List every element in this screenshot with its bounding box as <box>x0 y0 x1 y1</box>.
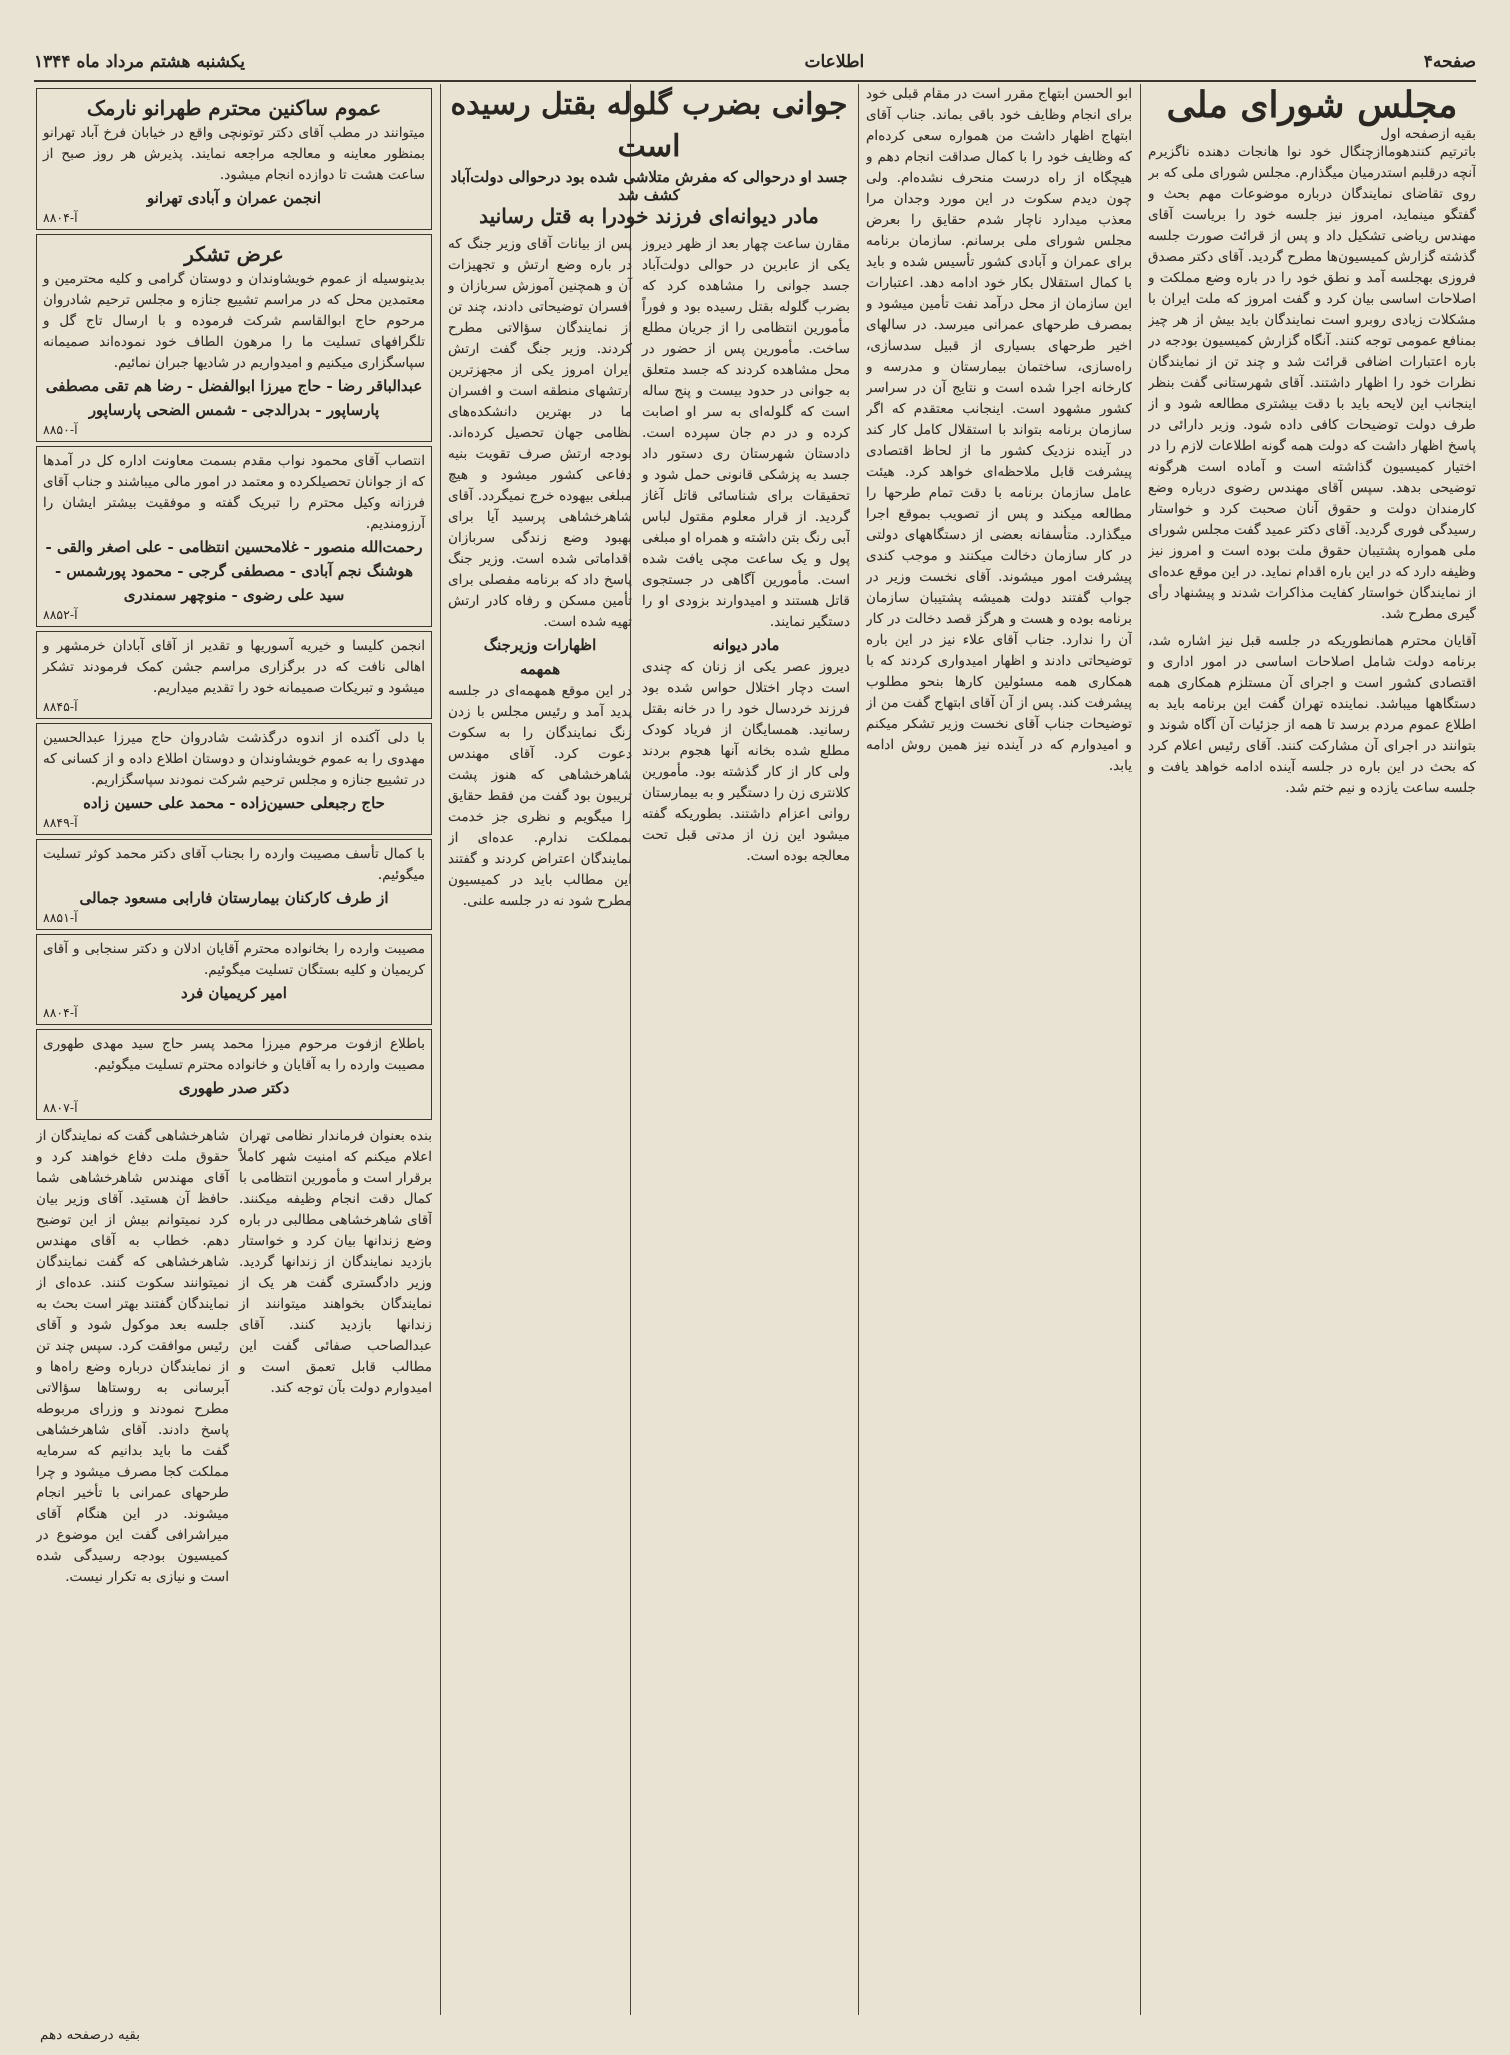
column-rule <box>440 84 441 2015</box>
farleft-body-2: بنده بعنوان فرماندار نظامی تهران اعلام میکنم که امنیت شهر کاملاً برقرار است و مأمورین انتظامی با کمال دقت انجام وظیفه میکنند. آقای شاهرخشاهی مطالبی در باره وضع زندانها بیان کرد و خواستار بازدید نمایندگان از زندانها گردید. وزیر دادگستری گفت هر یک از نمایندگان بخواهند میتوانند از زندانها بازدید کنند. آقای عبدالصاحب صفائی گفت این مطالب قابل تعمق است و امیدوارم دولت بآن توجه کند. <box>239 1128 432 1396</box>
page-header <box>34 44 1476 82</box>
ad-5-code: آ-۸۸۴۹ <box>43 815 78 830</box>
ad-6-body: با کمال تأسف مصیبت وارده را بجناب آقای دکتر محمد کوثر تسلیت میگوئیم. <box>43 846 425 883</box>
ad-box-6 <box>36 839 432 930</box>
ad-2-title: عرض تشکر <box>184 242 284 266</box>
ad-5-body: با دلی آکنده از اندوه درگذشت شادروان حاج میرزا عبدالحسین مهدوی را به عموم خویشاوندان و دوستان اطلاع داده و از کسانی که در تشییع جنازه و مجلس ترحیم شرکت نمودند سپاسگزاریم. <box>43 730 425 788</box>
ad-6-code: آ-۸۸۵۱ <box>43 910 78 925</box>
ad-2-signature: عبدالباقر رضا - حاج میرزا ابوالفضل - رضا هم تقی مصطفی پارساپور - بدرالدجی - شمس الضحی پارساپور <box>45 377 423 419</box>
murder-article <box>448 84 850 2015</box>
ad-2-body: بدینوسیله از عموم خویشاوندان و دوستان گرامی و کلیه محترمین و معتمدین محل که در مراسم تشییع جنازه و مجلس ترحیم شادروان مرحوم حاج ابوالقاسم شرکت فرموده و با ارسال تاج گل و تلگرافهای تسلیت ما را مرهون الطاف خود نموده‌اند صمیمانه سپاسگزاری میکنیم و امیدواریم در شادیها جبران نمائیم. <box>43 271 425 371</box>
ad-4-body: انجمن کلیسا و خیریه آسوریها و تقدیر از آقای آبادان خرمشهر و اهالی نافت که در برگزاری مراسم جشن کمک فرمودند تشکر میشود و تبریکات صمیمانه خود را تقدیم میداریم. <box>43 638 425 696</box>
ad-box-3 <box>36 446 432 627</box>
tumult-body: در این موقع همهمه‌ای در جلسه پدید آمد و رئیس مجلس با زدن زنگ نمایندگان را به سکوت دعوت کرد. آقای مهندس شاهرخشاهی که هنوز پشت تریبون بود گفت من فقط حقایق را میگویم و نظری جز خدمت بمملکت ندارم. عده‌ای از نمایندگان اعتراض کردند و گفتند این مطالب باید در کمیسیون مطرح شود نه در جلسه علنی. <box>448 683 632 909</box>
farleft-body: شاهرخشاهی گفت که نمایندگان از حقوق ملت دفاع خواهند کرد و آقای مهندس شاهرخشاهی شما حافظ آن هستید. آقای وزیر بیان کرد نمیتوانم بیش از این توضیح دهم. خطاب به آقای مهندس شاهرخشاهی که گفت نمایندگان نمیتوانند سکوت کنند. عده‌ای از نمایندگان گفتند بهتر است بحث به جلسه بعد موکول شود و آقای رئیس موافقت کرد. سپس چند تن از نمایندگان درباره وضع راه‌ها و آبرسانی به روستاها سؤالاتی مطرح نمودند و وزرای مربوطه پاسخ دادند. آقای شاهرخشاهی گفت ما باید بدانیم که سرمایه مملکت کجا مصرف میشود و چرا طرحهای عمرانی با تأخیر انجام میشوند. در این هنگام آقای میراشرافی گفت این موضوع در کمیسیون بودجه رسیدگی شده است و نیازی به تکرار نیست. <box>36 1128 229 1585</box>
ad-box-2 <box>36 234 432 442</box>
ad-1-signature: انجمن عمران و آبادی تهرانو <box>146 189 322 207</box>
ad-8-signature: دکتر صدر طهوری <box>178 1079 290 1097</box>
ad-1-title: عموم ساکنین محترم طهرانو نارمک <box>86 96 382 120</box>
mad-mother-subhead: مادر دیوانه <box>712 636 780 654</box>
ad-4-code: آ-۸۸۴۵ <box>43 699 78 714</box>
tumult-section-title: همهمه <box>519 660 561 678</box>
ebtehaj-article <box>866 84 1132 2015</box>
murder-subhead-2: مادر دیوانه‌ای فرزند خودرا به قتل رسانید <box>479 204 819 228</box>
ad-box-1 <box>36 88 432 230</box>
war-minister-section-title: اظهارات وزیرجنگ <box>483 636 597 654</box>
ad-box-8 <box>36 1029 432 1120</box>
column-rule <box>858 84 859 2015</box>
continued-label: بقیه ازصفحه اول <box>1380 126 1476 142</box>
ad-8-body: باطلاع ازفوت مرحوم میرزا محمد پسر حاج سید مهدی طهوری مصیبت وارده را به آقایان و خانواده محترم تسلیت میگوئیم. <box>43 1036 425 1073</box>
page-number: صفحه۴ <box>1423 52 1476 72</box>
majlis-body: باترتیم کنندهوماازچنگال خود نوا هانجات دهنده ناگزیرم آنچه درقلبم استدرمیان میگذارم. مجلس شورای ملی که بر روی تقاضای نمایندگان درباره موضوعات مهم بحث و گفتگو مینماید، امروز نیز جلسه خود را بریاست آقای مهندس ریاضی تشکیل داد و پس از قرائت صورت جلسه گذشته گزارش کمیسیون‌ها مطرح گردید. آقای دکتر مصدق فروزی بهجلسه آمد و نطق خود را در باره وضع مملکت و اصلاحات اساسی بیان کرد و گفت امروز که ملت ایران با مشکلات زیادی روبرو است نمایندگان باید بیش از هر چیز بمنافع عمومی توجه کنند. آنگاه گزارش کمیسیون بودجه در باره اعتبارات اضافی قرائت شد و چند تن از نمایندگان نظرات خود را اظهار داشتند. آقای شهرستانی گفت بنظر اینجانب این لایحه باید با دقت بیشتری مطالعه شود و از طرف دولت توضیحات کافی داده شود. وزیر دارائی در پاسخ اظهار داشت که دولت همه گونه اطلاعات لازم را در اختیار کمیسیون گذاشته است و آماده است هرگونه توضیحی بدهد. سپس آقای مهندس رضوی درباره وضع کارمندان دولت و حقوق آنان صحبت کرد و خواستار رسیدگی فوری گردید. آقای دکتر عمید گفت مجلس شورای ملی همواره پشتیبان حقوق ملت بوده است و امروز نیز وظیفه دارد که در این باره اقدام نماید. در این موقع عده‌ای از نمایندگان خواستار کفایت مذاکرات شدند و پیشنهاد رأی گیری مطرح شد. <box>1148 144 1476 622</box>
ad-3-signature: رحمت‌الله منصور - غلامحسین انتظامی - علی اصغر والقی - هوشنگ نجم آبادی - مصطفی گرجی - محمود پورشمس - سید علی رضوی - منوچهر سمندری <box>45 538 423 604</box>
ad-box-7 <box>36 934 432 1025</box>
ad-7-body: مصیبت وارده را بخانواده محترم آقایان ادلان و دکتر سنجابی و آقای کریمیان و کلیه بستگان تسلیت میگوئیم. <box>43 941 425 978</box>
ad-6-signature: از طرف کارکنان بیمارستان فارابی مسعود جمالی <box>79 889 389 907</box>
ad-5-signature: حاج رجبعلی حسین‌زاده - محمد علی حسین زاده <box>83 794 385 812</box>
majlis-title: مجلس شورای ملی <box>1166 84 1458 126</box>
ad-7-code: آ-۸۸۰۴ <box>43 1005 78 1020</box>
ad-box-4 <box>36 631 432 719</box>
issue-date: یکشنبه هشتم مرداد ماه ۱۳۴۴ <box>34 52 245 72</box>
ad-8-code: آ-۸۸۰۷ <box>43 1100 78 1115</box>
murder-body: مقارن ساعت چهار بعد از ظهر دیروز یکی از عابرین در حوالی دولت‌آباد جسد جوانی را مشاهده کرد که بضرب گلوله بقتل رسیده بود و فوراً مأمورین انتظامی را از جریان مطلع ساخت. مأمورین پس از حضور در محل مشاهده کردند که جسد متعلق به جوانی در حدود بیست و پنج ساله است که گلوله‌ای به سر او اصابت کرده و در دم جان سپرده است. دادستان شهرستان ری دستور داد جسد به پزشکی قانونی حمل شود و تحقیقات برای شناسائی قاتل آغاز گردید. از قرار معلوم مقتول لباس آبی رنگ بتن داشته و همراه او مبلغی پول و یک ساعت مچی یافت شده است. مأمورین آگاهی در جستجوی قاتل هستند و امیدوارند بزودی او را دستگیر نمایند. <box>642 236 850 630</box>
ad-3-code: آ-۸۸۵۲ <box>43 607 78 622</box>
ebtehaj-body: ابو الحسن ابتهاج مقرر است در مقام قبلی خود برای انجام وظایف خود باقی بماند. جناب آقای ابتهاج اظهار داشت من همواره سعی کرده‌ام که وظایف خود را با کمال صداقت انجام دهم و هیچگاه از راه درست منحرف نشده‌ام. ولی چون دیدم سکوت در این مورد وجدان مرا معذب میدارد ناچار شدم حقایق را بعرض مجلس شورای ملی برسانم. سازمان برنامه برای عمران و آبادی کشور تأسیس شده و باید با کمال استقلال بکار خود ادامه دهد. اعتبارات این سازمان از محل درآمد نفت تأمین میشود و بمصرف طرحهای عمرانی میرسد. در سالهای اخیر طرحهای بسیاری از قبیل سدسازی، راه‌سازی، ساختمان بیمارستان و مدرسه و کارخانه اجرا شده است و نتایج آن در سراسر کشور مشهود است. اینجانب معتقدم که اگر سازمان برنامه بتواند با استقلال کامل کار کند در آینده نزدیک کشور ما از لحاظ اقتصادی پیشرفت قابل ملاحظه‌ای خواهد کرد. هیئت عامل سازمان برنامه با دقت تمام طرحها را مطالعه میکند و پس از تصویب بموقع اجرا میگذارد. متأسفانه بعضی از دستگاههای دولتی در کار سازمان دخالت میکنند و موجب کندی پیشرفت امور میشوند. آقای نخست وزیر در جواب گفتند دولت همیشه پشتیبان سازمان برنامه بوده و هست و هرگز قصد دخالت در کار آن را ندارد. جناب آقای علاء نیز در این باره توضیحاتی دادند و اظهار امیدواری کردند که با همکاری همه مسئولین کارها بنحو مطلوب پیشرفت کند. پس از آن آقای ابتهاج گفت من از توضیحات جناب آقای نخست وزیر تشکر میکنم و امیدوارم که در آینده نیز همین روش ادامه یابد. <box>866 86 1132 774</box>
continued-on-page: بقیه درصفحه ‌دهم <box>40 2027 141 2043</box>
ad-7-signature: امیر کریمیان فرد <box>181 984 287 1002</box>
majlis-body-2: آقایان محترم همانطوریکه در جلسه قبل نیز اشاره شد، برنامه دولت شامل اصلاحات اساسی در امور اداری و اقتصادی کشور است و اجرای آن مستلزم همکاری همه دستگاهها میباشد. نماینده تهران گفت این برنامه باید به اطلاع عموم مردم برسد تا همه از جزئیات آن آگاه شوند و بتوانند در اجرای آن مشارکت کنند. آقای رئیس اعلام کرد که بحث در این باره در جلسه آینده ادامه خواهد یافت و جلسه ساعت یازده و نیم ختم شد. <box>1148 633 1476 796</box>
newspaper-name: اطلاعات <box>804 52 865 72</box>
ad-3-body: انتصاب آقای محمود نواب مقدم بسمت معاونت اداره کل در آمدها که از جوانان تحصیلکرده و معتمد در امور مالی میباشند و جناب آقای فرزانه وکیل محترم را تبریک گفته و موفقیت بیشتر ایشان را آرزومندیم. <box>43 453 425 532</box>
column-rule <box>1140 84 1141 2015</box>
ad-1-body: میتوانند در مطب آقای دکتر توتونچی واقع در خیابان فرخ آباد تهرانو بمنظور معاینه و معالجه مراجعه نمایند. پذیرش هر روز صبح از ساعت هشت تا دوازده انجام میشود. <box>43 125 425 183</box>
ad-2-code: آ-۸۸۵۰ <box>43 422 78 437</box>
ad-box-5 <box>36 723 432 835</box>
ads-column <box>36 84 432 2015</box>
mad-mother-body: دیروز عصر یکی از زنان که چندی است دچار اختلال حواس شده بود فرزند خردسال خود را در خانه بقتل رسانید. همسایگان از فریاد کودک مطلع شده بخانه آنها هجوم بردند ولی کار از کار گذشته بود. مأمورین کلانتری زن را دستگیر و به بیمارستان روانی اعزام داشتند. بطوریکه گفته میشود این زن از مدتی قبل تحت معالجه بوده است. <box>642 659 850 864</box>
majlis-article <box>1148 84 1476 2015</box>
ad-1-code: ۸۸۰۴-آ <box>43 210 78 225</box>
murder-subhead-1: جسد او درحوالی که مفرش متلاشی شده بود درحوالی دولت‌آباد کشف شد <box>450 168 848 204</box>
murder-headline: جوانی بضرب گلوله بقتل رسیده است <box>450 87 848 164</box>
war-minister-body: پس از بیانات آقای وزیر جنگ که در باره وضع ارتش و تجهیزات آن و همچنین آموزش سربازان و افسران توضیحاتی دادند، چند تن از نمایندگان سؤالاتی مطرح کردند. وزیر جنگ گفت ارتش ایران امروز یکی از مجهزترین ارتشهای منطقه است و افسران ما در بهترین دانشکده‌های نظامی جهان تحصیل کرده‌اند. بودجه ارتش صرف تقویت بنیه دفاعی کشور میشود و هیچ مبلغی بیهوده خرج نمیگردد. آقای شاهرخشاهی پرسید آیا برای بهبود وضع زندگی سربازان اقداماتی شده است. وزیر جنگ پاسخ داد که برنامه مفصلی برای تأمین مسکن و رفاه کادر ارتش تهیه شده است. <box>448 236 632 630</box>
